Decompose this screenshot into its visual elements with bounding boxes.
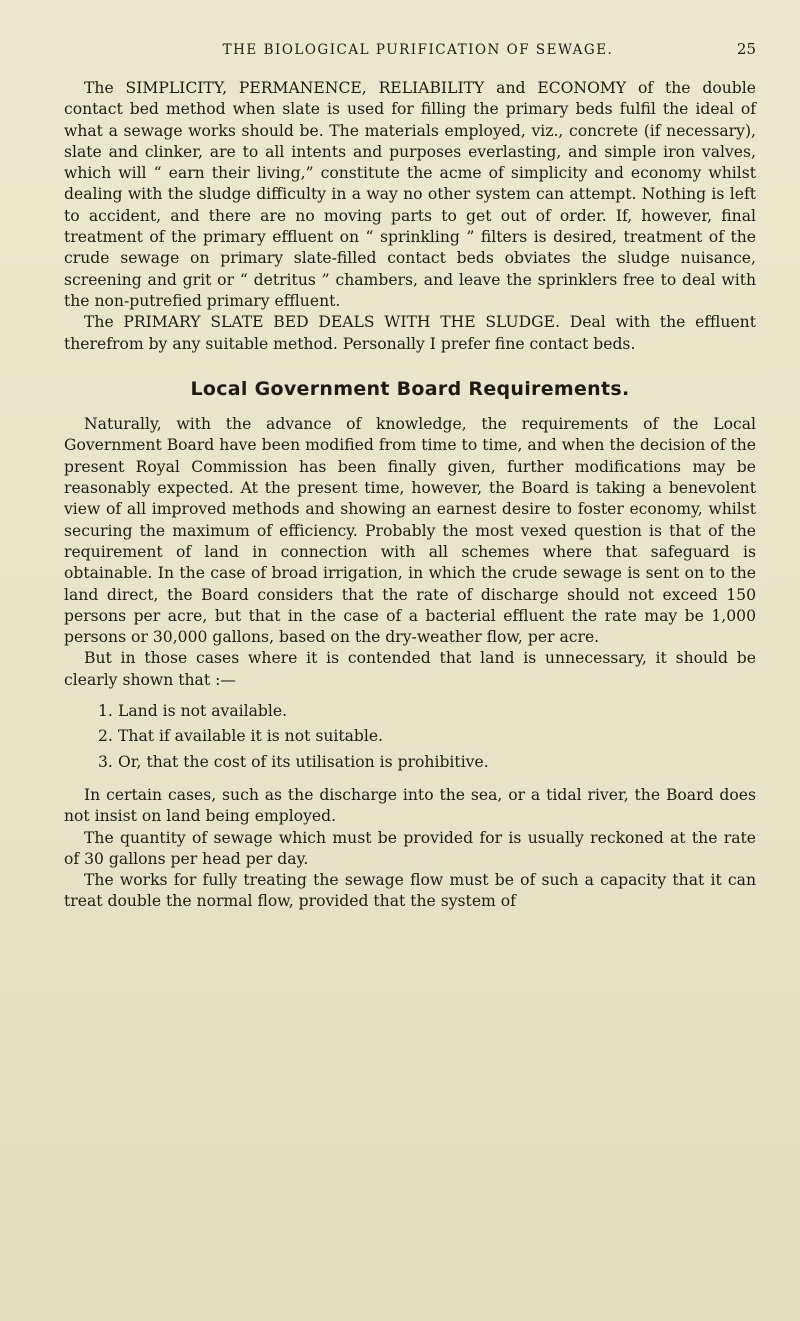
list-item [98, 752, 756, 773]
paragraph: The works for fully treating the sewage flow must be of such a capacity that it can treat double the normal flow, provided that the system of [64, 871, 756, 911]
list-item [98, 726, 756, 747]
paragraph: The quantity of sewage which must be provided for is usually reckoned at the rate of 30 gallons per head per day. [64, 828, 756, 868]
list-text: Land is not available. [118, 702, 288, 721]
list-number: 1. [98, 702, 113, 721]
list-text: That if available it is not suitable. [118, 727, 384, 746]
paragraph: In certain cases, such as the discharge into the sea, or a tidal river, the Board does not insist on land being employed. [64, 785, 756, 826]
list-text: Or, that the cost of its utilisation is prohibitive. [118, 752, 489, 771]
section-heading: Local Government Board Requirements. [190, 377, 630, 400]
page-header [64, 40, 756, 70]
running-head: THE BIOLOGICAL PURIFICATION OF SEWAGE. [222, 42, 614, 58]
page-number: 25 [736, 40, 756, 58]
list-item [98, 701, 756, 722]
paragraph: But in those cases where it is contended that land is unnecessary, it should be clearly shown that :— [64, 649, 756, 689]
list-number: 2. [98, 727, 113, 746]
paragraph: The SIMPLICITY, PERMANENCE, RELIABILITY and ECONOMY of the double contact bed method when slate is used for filling the primary beds fulfil the ideal of what a sewage works should be. The materials employed, viz., concrete (if necessary), slate and clinker, are to all intents and purposes everlasting, and simple iron valves, which will “ earn their living,” constitute the acme of simplicity and economy whilst dealing with the sludge difficulty in a way no other system can attempt. Nothing is left to accident, and there are no moving parts to get out of order. If, however, final treatment of the primary effluent on “ sprinkling ” filters is desired, treatment of the crude sewage on primary slate-filled contact beds obviates the sludge nuisance, screening and grit or “ detritus ” chambers, and leave the sprinklers free to deal with the non-putrefied primary effluent. [64, 79, 756, 310]
paragraph: Naturally, with the advance of knowledge, the requirements of the Local Government Board have been modified from time to time, and when the decision of the present Royal Commission has been finally given, further modifications may be reasonably expected. At the present time, however, the Board is taking a benevolent view of all improved methods and showing an earnest desire to foster economy, whilst securing the maximum of efficiency. Probably the most vexed question is that of the requirement of land in connection with all schemes where that safeguard is obtainable. In the case of broad irrigation, in which the crude sewage is sent on to the land direct, the Board considers that the rate of discharge should not exceed 150 persons per acre, but that in the case of a bacterial effluent the rate may be 1,000 persons or 30,000 gallons, based on the dry-weather flow, per acre. [64, 415, 756, 647]
body-text [64, 78, 756, 913]
list-number: 3. [98, 752, 113, 771]
paragraph: The PRIMARY SLATE BED DEALS WITH THE SLUDGE. Deal with the effluent therefrom by any suitable method. Personally I prefer fine contact beds. [64, 313, 756, 353]
numbered-list [64, 701, 756, 773]
